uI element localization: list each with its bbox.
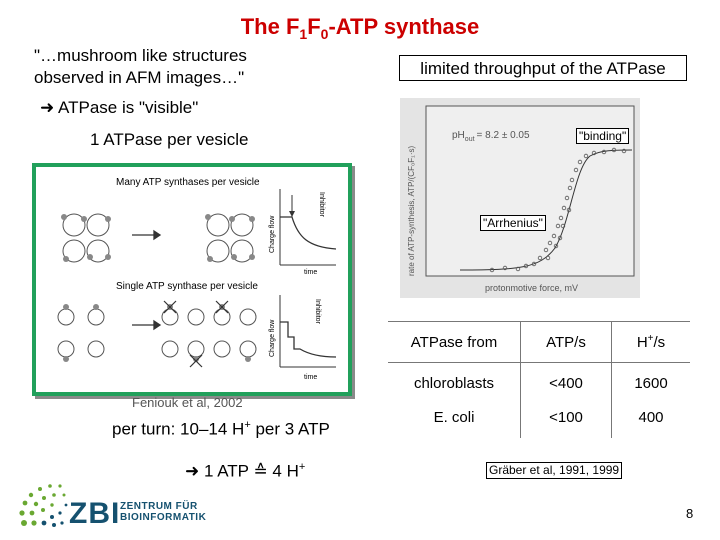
plot-ylabel: rate of ATP-synthesis, ATP/(CF₀F₁·s) [407, 145, 416, 276]
atpase-table [388, 321, 690, 438]
table-cell: chloroblasts [388, 363, 521, 404]
figure-top-heading: Many ATP synthases per vesicle [116, 177, 260, 188]
top-inhibitor-label: Inhibitor [318, 192, 325, 217]
bottom-ylabel: Charge flow [269, 319, 276, 357]
table-cell: 1600 [634, 374, 668, 392]
table-cell: <100 [521, 403, 612, 438]
top-ylabel: Charge flow [269, 215, 276, 253]
bottom-time-label: time [304, 374, 318, 381]
plot-xlabel: protonmotive force, mV [485, 283, 579, 293]
table-row [388, 363, 690, 404]
afm-quote [34, 45, 247, 89]
header-cell: ATP/s [521, 322, 612, 363]
arrhenius-label: "Arrhenius" [480, 215, 546, 231]
atp-rate-plot-image [400, 98, 640, 298]
header-cell: ATPase from [388, 322, 521, 363]
table-row [388, 403, 690, 438]
binding-label: "binding" [576, 128, 629, 144]
table-cell: <400 [521, 363, 612, 404]
result-line: ➜ 1 ATP ≙ 4 H+ [185, 461, 306, 481]
logo-dots-icon [14, 473, 74, 533]
arrow-icon: ➜ [40, 98, 55, 117]
graber-citation: Gräber et al, 1991, 1999 [486, 462, 622, 479]
slide-title: The $F_1F_0$-ATP synthase [240, 14, 480, 42]
per-turn-text: per turn: 10–14 H+ per 3 ATP [112, 419, 330, 439]
arrow-icon: ➜ [185, 461, 200, 481]
table-cell: E. coli [388, 403, 521, 438]
quote-line-1: "…mushroom like structures [34, 46, 247, 65]
figure-bottom-heading: Single ATP synthase per vesicle [116, 281, 258, 292]
limited-throughput-box: limited throughput of the ATPase [399, 55, 687, 81]
header-cell: H+/s [612, 322, 691, 363]
logo-abbr: ZBI [69, 497, 121, 530]
visible-line: ➜ ATPase is "visible" [40, 98, 199, 117]
top-time-label: time [304, 269, 318, 276]
bottom-inhibitor-label: Inhibitor [314, 299, 321, 324]
quote-line-2: observed in AFM images…" [34, 68, 245, 87]
plot-ph-label: $pH_{out} = 8.2 \pm 0.05$ [452, 130, 530, 143]
logo-text: ZENTRUM FÜR BIOINFORMATIK [120, 501, 207, 523]
table-header-row [388, 322, 690, 363]
vesicle-line: 1 ATPase per vesicle [90, 130, 249, 149]
feniouk-citation: Feniouk et al, 2002 [132, 395, 243, 410]
page-number: 8 [686, 506, 694, 521]
vesicle-figure [32, 163, 352, 396]
table-cell: 400 [638, 409, 664, 426]
